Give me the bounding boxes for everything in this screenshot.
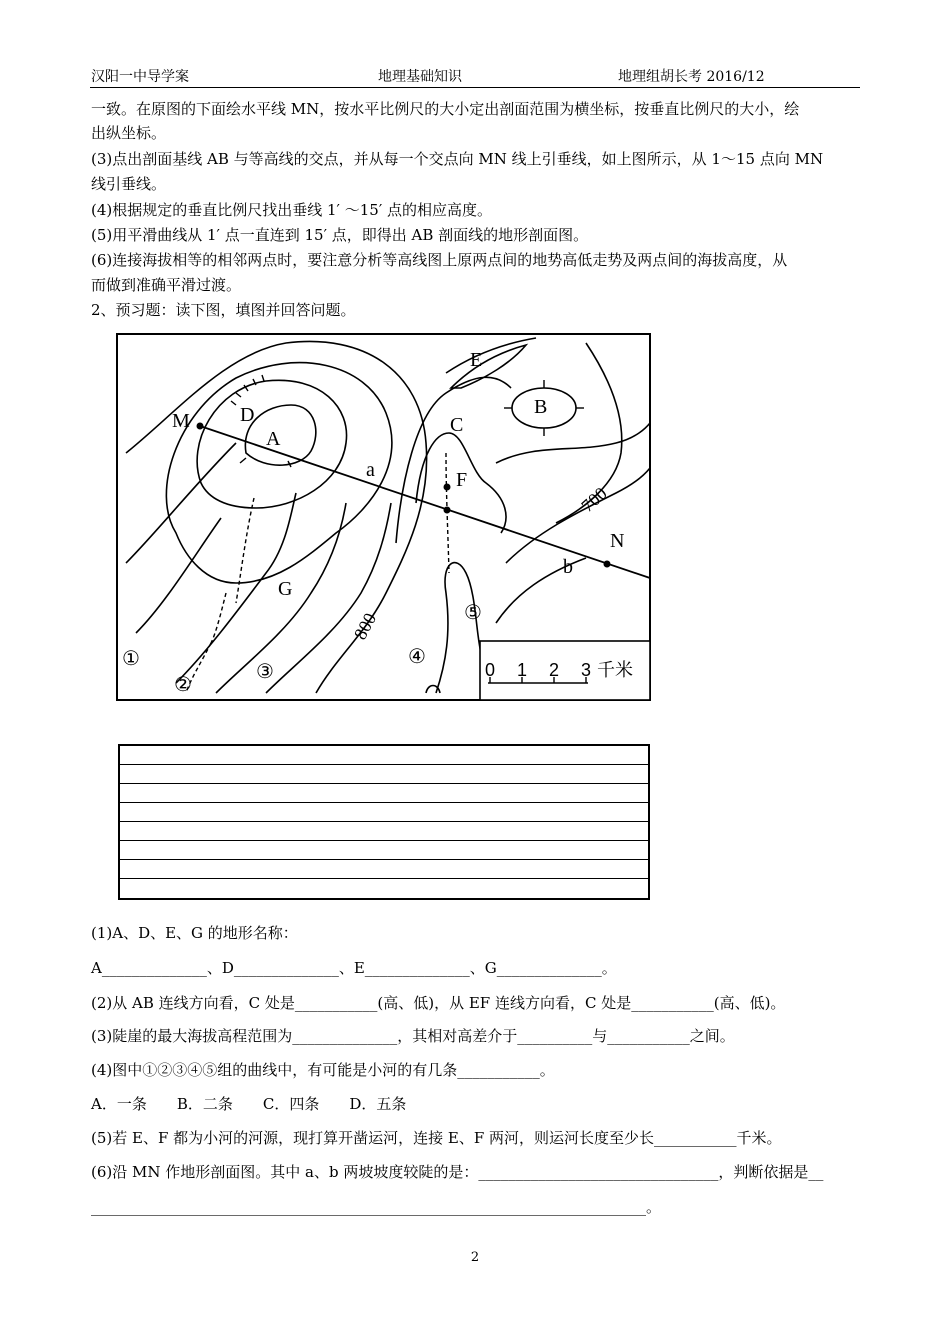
- label-b: B: [534, 396, 548, 418]
- intro-line-9: 2、预习题：读下图，填图并回答问题。: [91, 301, 356, 319]
- intro-line-1: 一致。在原图的下面绘水平线 MN，按水平比例尺的大小定出剖面范围为横坐标，按垂直比例尺的大小，绘: [91, 100, 800, 118]
- river-label-5: ⑤: [464, 602, 482, 624]
- river-3-dashed: [236, 498, 254, 603]
- point-f: [444, 484, 451, 491]
- question-1-blanks: A______________、D______________、E______________、G______________。: [91, 959, 617, 977]
- header-divider: [90, 87, 860, 88]
- contour-700: [506, 468, 650, 563]
- contour-small-hill: [426, 686, 440, 694]
- contour-east-1: [496, 423, 650, 463]
- contour-map: [116, 333, 652, 703]
- label-g: G: [278, 578, 293, 600]
- river-label-3: ③: [256, 661, 274, 683]
- intro-line-2: 出纵坐标。: [91, 124, 167, 142]
- intro-line-4: 线引垂线。: [91, 175, 167, 193]
- header-left: 汉阳一中导学案: [91, 69, 189, 85]
- intro-line-7: (6)连接海拔相等的相邻两点时，要注意分析等高线图上原两点间的地势高低走势及两点间的海拔高度，从: [91, 251, 788, 269]
- scale-tick-3: 3: [581, 660, 592, 680]
- contour-c-north: [396, 377, 511, 543]
- page-number: 2: [470, 1250, 480, 1265]
- question-3: (3)陡崖的最大海拔高程范围为______________，其相对高差介于__________与___________之间。: [91, 1027, 735, 1045]
- river-label-1: ①: [122, 648, 140, 670]
- question-2: (2)从 AB 连线方向看，C 处是___________(高、低)，从 EF 连线方向看，C 处是___________(高、低)。: [91, 994, 786, 1012]
- river-label-2: ②: [174, 674, 192, 696]
- label-m: M: [172, 410, 190, 432]
- profile-grid: [118, 744, 650, 900]
- header-center: 地理基础知识: [378, 69, 462, 85]
- intro-line-3: (3)点出剖面基线 AB 与等高线的交点，并从每一个交点向 MN 线上引垂线，如上图所示，从 1～15 点向 MN: [91, 150, 824, 168]
- label-n: N: [610, 530, 625, 552]
- label-c: C: [450, 414, 464, 436]
- scale-unit: 千米: [597, 660, 633, 680]
- label-b-slope: b: [563, 556, 573, 578]
- contour-label-700: 700: [577, 483, 611, 516]
- label-a-slope: a: [366, 459, 375, 481]
- contour-e-valley: [446, 338, 536, 373]
- scale-tick-1: 1: [517, 660, 528, 680]
- intro-line-6: (5)用平滑曲线从 1′ 点一直连到 15′ 点，即得出 AB 剖面线的地形剖面图。: [91, 226, 589, 244]
- intro-line-5: (4)根据规定的垂直比例尺找出垂线 1′ ～15′ 点的相应高度。: [91, 201, 492, 219]
- question-4: (4)图中①②③④⑤组的曲线中，有可能是小河的有几条___________。: [91, 1061, 555, 1079]
- intro-line-8: 而做到准确平滑过渡。: [91, 276, 242, 294]
- scale-tick-2: 2: [549, 660, 560, 680]
- question-6: (6)沿 MN 作地形剖面图。其中 a、b 两坡坡度较陡的是：________________________________，判断依据是__: [91, 1163, 824, 1181]
- scale-tick-0: 0: [485, 660, 496, 680]
- label-d: D: [240, 404, 255, 426]
- river-label-4: ④: [408, 646, 426, 668]
- header-right: 地理组胡长考 2016/12: [618, 69, 765, 85]
- label-a: A: [266, 428, 281, 450]
- question-1: (1)A、D、E、G 的地形名称：: [91, 924, 298, 942]
- label-f: F: [456, 469, 468, 491]
- question-5: (5)若 E、F 都为小河的河源，现打算开凿运河，连接 E、F 两河，则运河长度至少长___________千米。: [91, 1129, 782, 1147]
- contour-river-4: [436, 563, 481, 693]
- contour-800-west: [126, 341, 427, 693]
- contour-label-800: 800: [349, 609, 381, 643]
- question-4-options: A．一条 B．二条 C．四条 D．五条: [91, 1095, 407, 1113]
- point-profile-cross: [444, 507, 451, 514]
- question-6-blank: __________________________________________________________________________。: [91, 1198, 662, 1216]
- contour-hill-a-inner: [245, 405, 315, 465]
- point-n: [604, 561, 611, 568]
- label-e: E: [470, 349, 483, 371]
- point-m: [197, 423, 204, 430]
